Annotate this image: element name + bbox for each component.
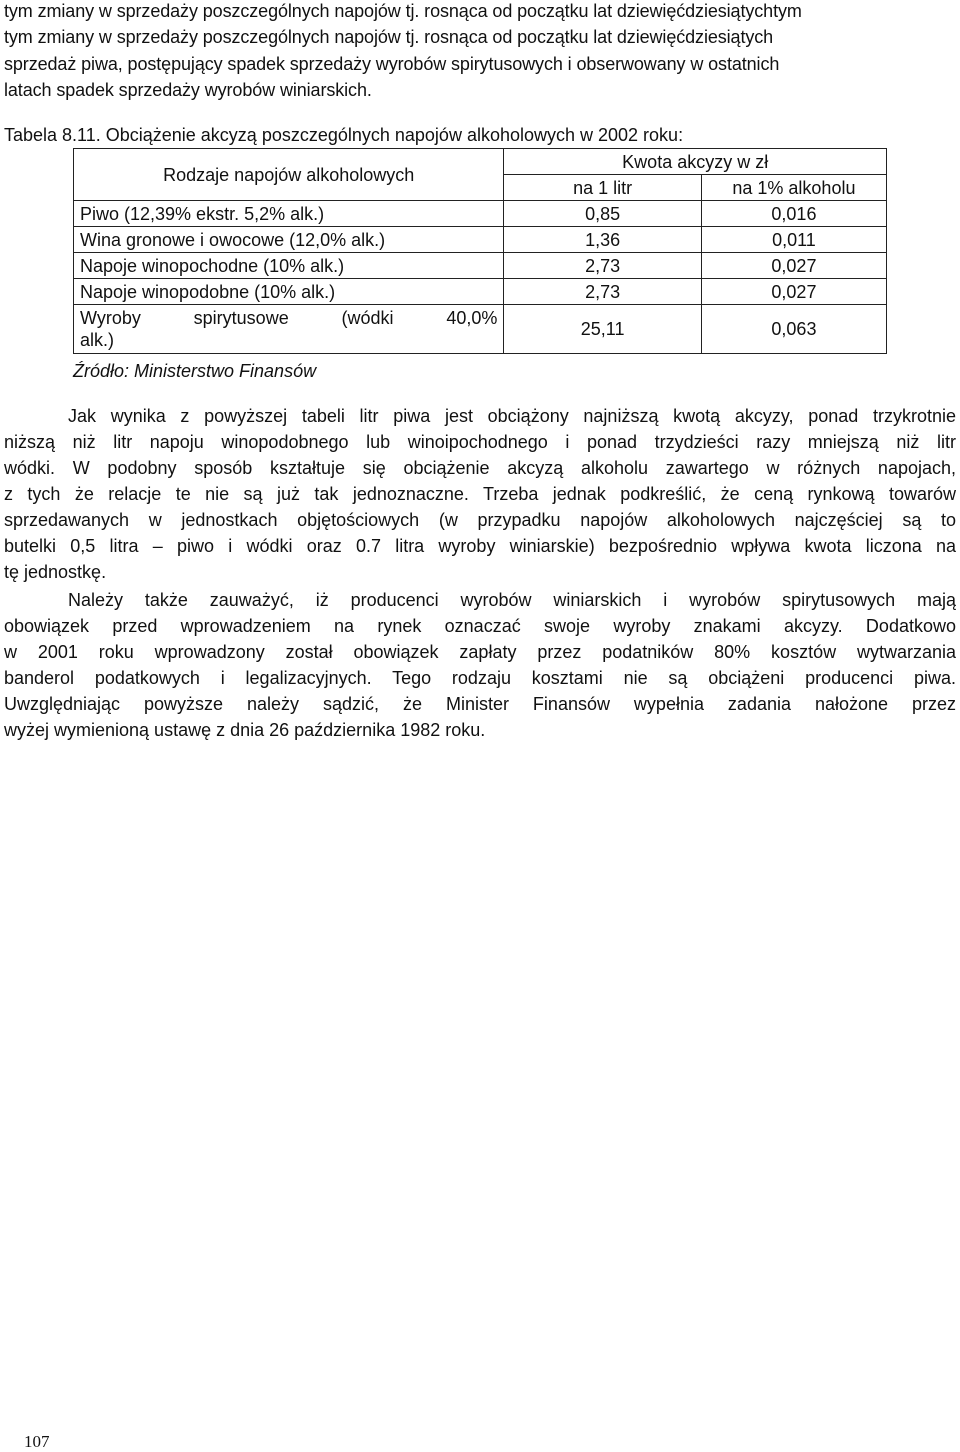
row-type bbox=[74, 305, 504, 354]
column-header-type: Rodzaje napojów alkoholowych bbox=[74, 149, 504, 201]
table-caption: Tabela 8.11. Obciążenie akcyzą poszczególnych napojów alkoholowych w 2002 roku: bbox=[4, 125, 684, 145]
row-per-litre: 2,73 bbox=[504, 279, 701, 305]
paragraph-2 bbox=[4, 587, 956, 743]
row-per-percent: 0,027 bbox=[701, 279, 886, 305]
paragraph-line: z tych że relacje te nie są już tak jednoznaczne. Trzeba jednak podkreślić, że ceną rynkową towarów bbox=[4, 484, 956, 504]
row-type: Napoje winopochodne (10% alk.) bbox=[74, 253, 504, 279]
table-row bbox=[74, 201, 887, 227]
header-line: tym zmiany w sprzedaży poszczególnych napojów tj. rosnąca od początku lat dziewięćdziesiątych bbox=[4, 27, 774, 47]
row-per-litre: 1,36 bbox=[504, 227, 701, 253]
table-row bbox=[74, 253, 887, 279]
table-source: Źródło: Ministerstwo Finansów bbox=[73, 361, 317, 381]
paragraph-line: wódki. W podobny sposób kształtuje się obciążenie akcyzą alkoholu zawartego w różnych napojach, bbox=[4, 458, 956, 478]
column-header-per-litre: na 1 litr bbox=[504, 175, 701, 201]
row-per-percent: 0,063 bbox=[701, 305, 886, 354]
header-line: latach spadek sprzedaży wyrobów winiarskich. bbox=[4, 80, 372, 100]
table-row bbox=[74, 279, 887, 305]
paragraph-line: obowiązek przed wprowadzeniem na rynek oznaczać swoje wyroby znakami akcyzy. Dodatkowo bbox=[4, 616, 956, 636]
header-line: sprzedaż piwa, postępujący spadek sprzedaży wyrobów spirytusowych i obserwowany w ostatnich bbox=[4, 54, 780, 74]
row-per-litre: 2,73 bbox=[504, 253, 701, 279]
row-type-line: alk.) bbox=[80, 330, 115, 350]
paragraph-line: niższą niż litr napoju winopodobnego lub winoipochodnego i ponad trzydzieści razy mniejszą niż litr bbox=[4, 432, 956, 452]
excise-table bbox=[73, 148, 887, 354]
row-per-litre: 0,85 bbox=[504, 201, 701, 227]
column-header-per-percent: na 1% alkoholu bbox=[701, 175, 886, 201]
table-header-row bbox=[74, 149, 887, 175]
paragraph-line: banderol podatkowych i legalizacyjnych. Tego rodzaju kosztami nie są obciążeni producenci piwa. bbox=[4, 668, 956, 688]
row-per-percent: 0,016 bbox=[701, 201, 886, 227]
paragraph-line: wyżej wymienioną ustawę z dnia 26 października 1982 roku. bbox=[4, 720, 486, 740]
paragraph-1 bbox=[4, 403, 956, 585]
paragraph-line: Uwzględniając powyższe należy sądzić, że Minister Finansów wypełnia zadania nałożone przez bbox=[4, 694, 956, 714]
page-number: 107 bbox=[24, 1432, 50, 1451]
row-type: Napoje winopodobne (10% alk.) bbox=[74, 279, 504, 305]
row-per-litre: 25,11 bbox=[504, 305, 701, 354]
row-per-percent: 0,027 bbox=[701, 253, 886, 279]
paragraph-line: sprzedawanych w jednostkach objętościowych (w przypadku napojów alkoholowych najczęściej są to bbox=[4, 510, 956, 530]
paragraph-line: Jak wynika z powyższej tabeli litr piwa jest obciążony najniższą kwotą akcyzy, ponad trzykrotnie bbox=[68, 406, 956, 426]
paragraph-line: w 2001 roku wprowadzony został obowiązek zapłaty przez podatników 80% kosztów wytwarzania bbox=[4, 642, 956, 662]
table-row bbox=[74, 305, 887, 354]
header-line: tym zmiany w sprzedaży poszczególnych napojów tj. rosnąca od początku lat dziewięćdziesiątychtym bbox=[4, 1, 802, 21]
column-header-group: Kwota akcyzy w zł bbox=[504, 149, 887, 175]
paragraph-line: butelki 0,5 litra – piwo i wódki oraz 0.7 litra wyroby winiarskie) bezpośrednio wpływa kwota liczona na bbox=[4, 536, 956, 556]
row-type: Wina gronowe i owocowe (12,0% alk.) bbox=[74, 227, 504, 253]
table-row bbox=[74, 227, 887, 253]
row-type-line: Wyroby spirytusowe (wódki 40,0% bbox=[80, 308, 498, 328]
row-per-percent: 0,011 bbox=[701, 227, 886, 253]
paragraph-line: Należy także zauważyć, iż producenci wyrobów winiarskich i wyrobów spirytusowych mają bbox=[68, 590, 956, 610]
row-type: Piwo (12,39% ekstr. 5,2% alk.) bbox=[74, 201, 504, 227]
paragraph-line: tę jednostkę. bbox=[4, 562, 107, 582]
